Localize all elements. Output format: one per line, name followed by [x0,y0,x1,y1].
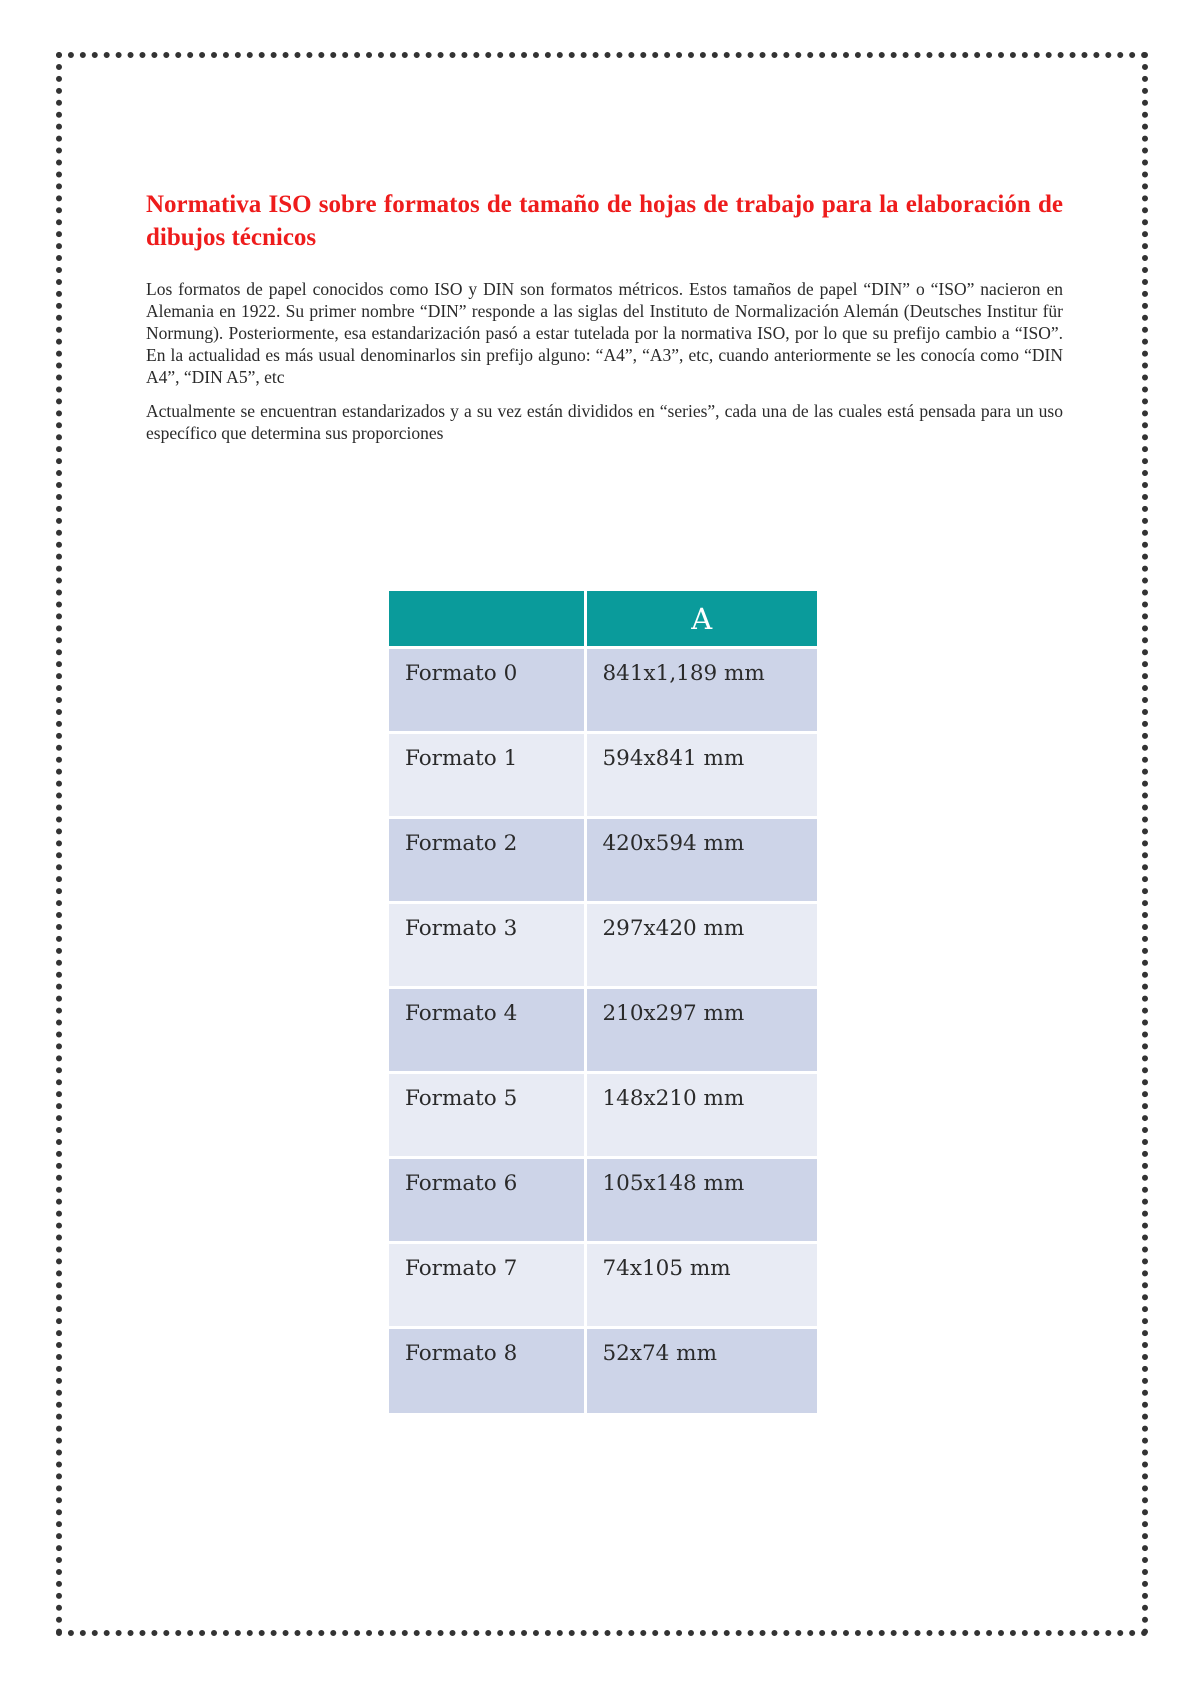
format-size-cell: 210x297 mm [585,988,817,1073]
table-header-empty [389,591,585,648]
format-size-cell: 420x594 mm [585,818,817,903]
paragraph-intro: Los formatos de papel conocidos como ISO y DIN son formatos métricos. Estos tamaños de papel “DIN” o “ISO” nacieron en Alemania en 1922. Su primer nombre “DIN” responde a las siglas del Instituto de Normalización Alemán (Deutsches Institur für Normung). Posteriormente, esa estandarización pasó a estar tutelada por la normativa ISO, por lo que su prefijo cambio a “ISO”. En la actualidad es más usual denominarlos sin prefijo alguno: “A4”, “A3”, etc, cuando anteriormente se les conocía como “DIN A4”, “DIN A5”, etc [146,279,1063,387]
format-size-cell: 594x841 mm [585,733,817,818]
format-name-cell: Formato 3 [389,903,585,988]
format-size-cell: 148x210 mm [585,1073,817,1158]
paragraph-series: Actualmente se encuentran estandarizados y a su vez están divididos en “series”, cada una de las cuales está pensada para un uso específico que determina sus proporciones [146,401,1063,443]
format-name-cell: Formato 1 [389,733,585,818]
format-name-cell: Formato 8 [389,1328,585,1413]
table-header-row [389,591,817,648]
format-name-cell: Formato 0 [389,648,585,733]
table-row [389,1243,817,1328]
format-name-cell: Formato 6 [389,1158,585,1243]
table-row [389,1073,817,1158]
table-row [389,988,817,1073]
format-size-cell: 74x105 mm [585,1243,817,1328]
table-row [389,1328,817,1413]
document-title: Normativa ISO sobre formatos de tamaño de hojas de trabajo para la elaboración de dibujos técnicos [146,191,1063,251]
format-name-cell: Formato 7 [389,1243,585,1328]
format-size-cell: 841x1,189 mm [585,648,817,733]
table-row [389,733,817,818]
format-size-cell: 105x148 mm [585,1158,817,1243]
formats-table-container [389,591,817,1413]
format-size-cell: 52x74 mm [585,1328,817,1413]
table-row [389,1158,817,1243]
table-header-series: A [585,591,817,648]
format-size-cell: 297x420 mm [585,903,817,988]
format-name-cell: Formato 5 [389,1073,585,1158]
format-name-cell: Formato 4 [389,988,585,1073]
document-content [146,188,1063,456]
table-row [389,818,817,903]
formats-table [389,591,817,1413]
table-row [389,903,817,988]
format-name-cell: Formato 2 [389,818,585,903]
table-row [389,648,817,733]
